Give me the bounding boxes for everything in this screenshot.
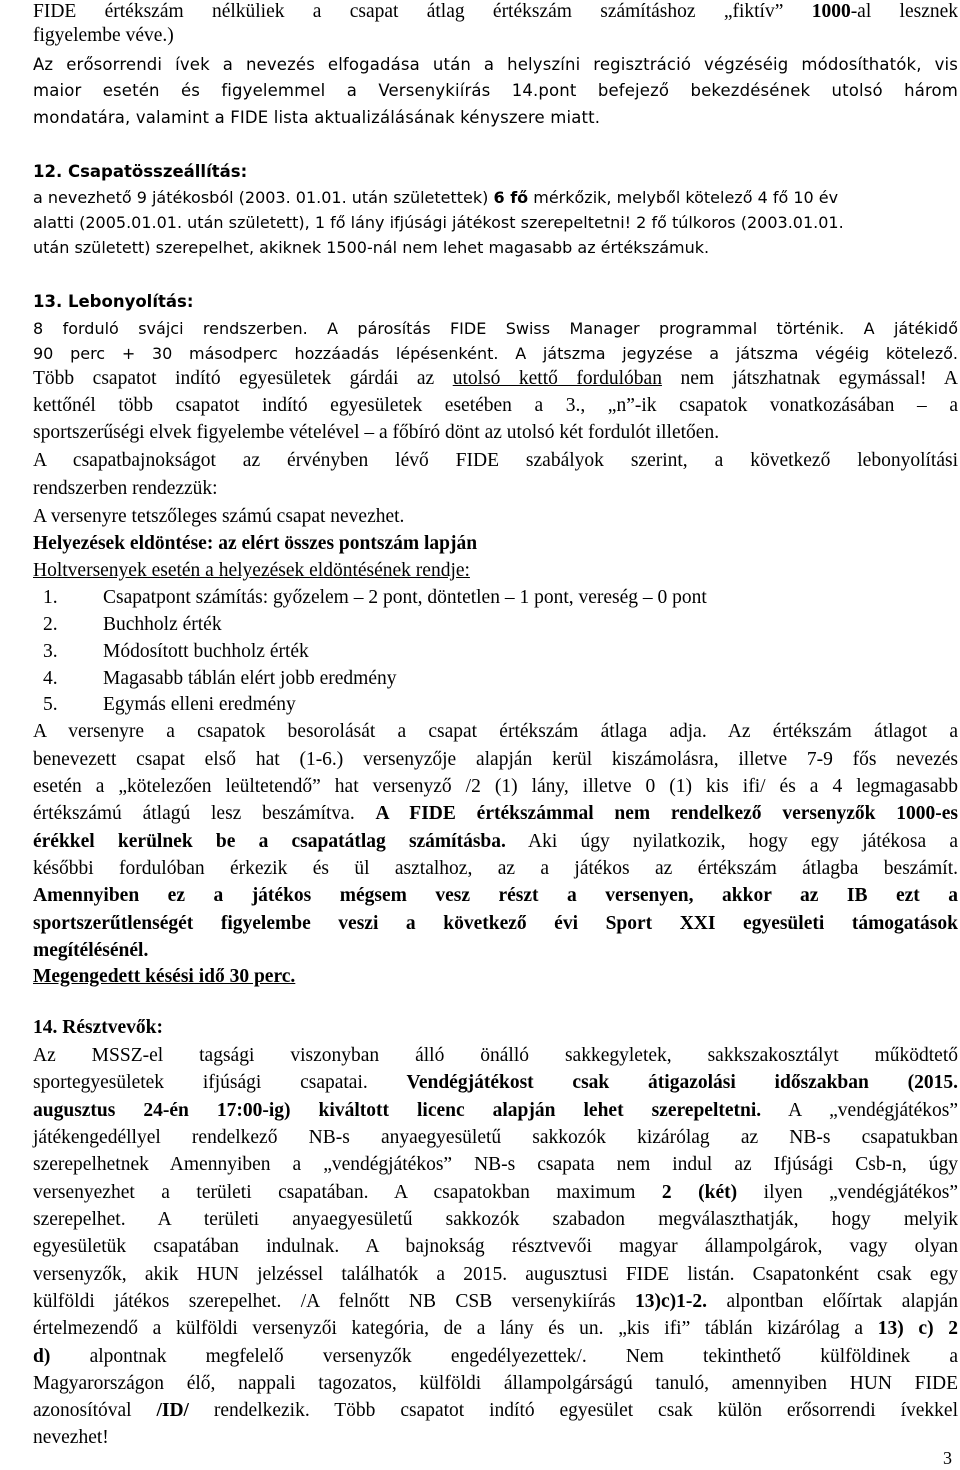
top-line-5: mondatára, valamint a FIDE lista aktualizálásának kényszere miatt. — [33, 108, 601, 127]
s12-line-1: a nevezhető 9 játékosból (2003. 01.01. után születettek) 6 fő mérkőzik, melyből kötelező 4 fő 10 év — [33, 188, 839, 207]
s12-line-2: alatti (2005.01.01. után született), 1 fő lány ifjúsági játékost szerepeltetni! 2 fő túlkoros (2003.01.01. — [33, 213, 844, 232]
s13-para-7: Amennyiben ez a játékos mégsem vesz részt a versenyen, akkor az IB ezt a — [33, 885, 958, 906]
top-line-4: maior esetén és figyelemmel a Versenykiírás 14.pont befejező bekezdésének utolsó három — [33, 81, 958, 100]
s14-line-1: Az MSSZ-el tagsági viszonyban álló önálló sakkegyletek, sakkszakosztályt működtető — [33, 1045, 958, 1066]
s14-line-10: külföldi játékos szerepelhet. /A felnőtt NB CSB versenykiírás 13)c)1-2. alpontban előírtak alapján — [33, 1291, 958, 1312]
s13-para-9: megítélésénél. — [33, 940, 149, 961]
s13-line-3: Több csapatot indító egyesületek gárdái az utolsó kettő fordulóban nem játszhatnak egymással! A — [33, 368, 959, 389]
s13-line-1: 8 forduló svájci rendszerben. A párosítás FIDE Swiss Manager programmal történik. A játékidő — [33, 319, 958, 338]
s13-line-5: sportszerűségi elvek figyelembe vételével – a főbíró dönt az utolsó két fordulót illetően. — [33, 422, 720, 443]
s14-line-2: sportegyesületek ifjúsági csapatai. Vendégjátékost csak átigazolási időszakban (2015. — [33, 1072, 958, 1093]
s14-line-6: versenyezhet a területi csapatában. A csapatokban maximum 2 (két) ilyen „vendégjátékos” — [33, 1182, 958, 1203]
s13-line-2: 90 perc + 30 másodperc hozzáadás lépésenként. A játszma jegyzése a játszma végéig kötelező. — [33, 344, 958, 363]
s14-line-5: szerepelhetnek Amennyiben a „vendégjátékos” NB-s csapata nem indul az Ifjúsági Csb-n, úgy — [33, 1154, 958, 1175]
s13-para-4: értékszámú átlagú lesz beszámítva. A FIDE értékszámmal nem rendelkező versenyzők 1000-es — [33, 803, 959, 824]
section-14-heading: 14. Résztvevők: — [33, 1017, 163, 1038]
s13-para-5: érékkel kerülnek be a csapatátlag számításba. Aki úgy nyilatkozik, hogy egy játékosa a — [33, 831, 958, 852]
tiebreak-heading: Holtversenyek esetén a helyezések eldöntésének rendje: — [33, 560, 470, 581]
s14-line-15: nevezhet! — [33, 1427, 109, 1448]
s13-para-1: A versenyre a csapatok besorolását a csapat értékszám átlaga adja. Az értékszám átlagot a — [33, 721, 958, 742]
late-arrival-rule: Megengedett késési idő 30 perc. — [33, 966, 296, 987]
s13-para-3: esetén a „kötelezően leültetendő” hat versenyző /2 (1) lány, illetve 0 (1) kis ifi/ és a 4 legmagasabb — [33, 776, 958, 797]
s14-line-3: augusztus 24-én 17:00-ig) kiváltott licenc alapján lehet szerepeltetni. A „vendégjátékos” — [33, 1100, 958, 1121]
s14-line-13: Magyarországon élő, nappali tagozatos, külföldi állampolgárságú tanuló, amennyiben HUN FIDE — [33, 1373, 958, 1394]
section-13-heading: 13. Lebonyolítás: — [33, 292, 194, 311]
s13-para-6: későbbi fordulóban érkezik és ül asztalhoz, az a játékos az értékszám átlagba beszámít. — [33, 858, 958, 879]
s13-para-2: benevezett csapat első hat (1-6.) versenyzője alapján kerül kiszámolásra, illetve 7-9 fős nevezés — [33, 749, 958, 770]
section-12-heading: 12. Csapatösszeállítás: — [33, 162, 248, 181]
s13-para-8: sportszerűtlenségét figyelembe veszi a következő évi Sport XXI egyesületi támogatások — [33, 913, 958, 934]
top-line-2: figyelembe véve.) — [33, 25, 174, 46]
s14-line-12: d) alpontnak megfelelő versenyzők engedélyezettek/. Nem tekinthető külföldinek a — [33, 1346, 959, 1367]
s13-line-7: rendszerben rendezzük: — [33, 478, 218, 499]
ranking-heading: Helyezések eldöntése: az elért összes pontszám lapján — [33, 533, 478, 554]
page-number: 3 — [943, 1448, 952, 1468]
s14-line-8: egyesületük csapatában indulnak. A bajnokság résztvevői magyar állampolgárok, vagy olyan — [33, 1236, 958, 1257]
top-line-3: Az erősorrendi ívek a nevezés elfogadása után a helyszíni regisztráció végzéséig módosíthatók, vis — [33, 55, 958, 74]
s14-line-9: versenyzők, akik HUN jelzéssel találhatók a 2015. augusztusi FIDE listán. Csapatonként csak egy — [33, 1264, 958, 1285]
s14-line-11: értelmezendő a külföldi versenyzői kategória, de a lány és un. „kis ifi” táblán kizárólag a 13) c) 2 — [33, 1318, 958, 1339]
s13-line-8: A versenyre tetszőleges számú csapat nevezhet. — [33, 506, 405, 527]
s14-line-7: szerepelhet. A területi anyaegyesületű sakkozók szabadon megválaszthatják, hogy melyik — [33, 1209, 958, 1230]
s13-line-6: A csapatbajnokságot az érvényben lévő FIDE szabályok szerint, a következő lebonyolítási — [33, 450, 958, 471]
s14-line-4: játékengedéllyel rendelkező NB-s anyaegyesületű sakkozók kizárólag az NB-s csapatukban — [33, 1127, 958, 1148]
s14-line-14: azonosítóval /ID/ rendelkezik. Több csapatot indító egyesület csak külön erősorrendi ívekkel — [33, 1400, 959, 1421]
s12-line-3: után született) szerepelhet, akiknek 1500-nál nem lehet magasabb az értékszámuk. — [33, 238, 710, 257]
top-line-1: FIDE értékszám nélküliek a csapat átlag értékszám számításhoz „fiktív” 1000-al lesznek — [33, 1, 959, 22]
s13-line-4: kettőnél több csapatot indító egyesületek esetében a 3., „n”-ik csapatok vonatkozásában – a — [33, 395, 958, 416]
